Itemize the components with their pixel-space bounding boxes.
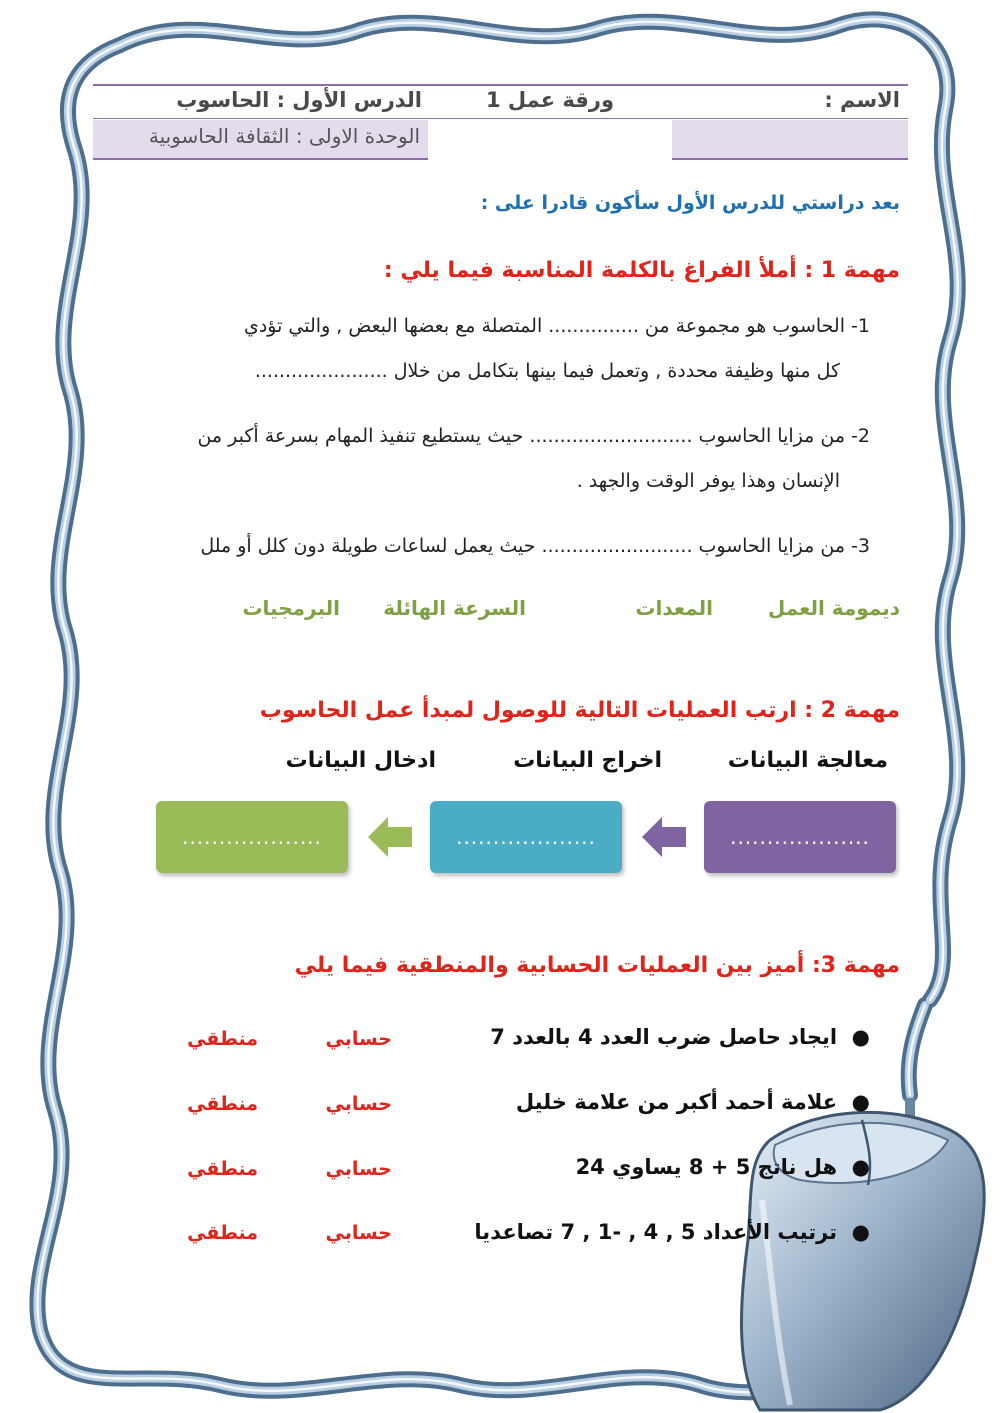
task2-title: مهمة 2 : ارتب العمليات التالية للوصول لمبدأ عمل الحاسوب [259,698,900,723]
option-logical[interactable]: منطقي [187,1093,258,1115]
task3-item-text: ترتيب الأعداد 5 , 4 , -1 , 7 تصاعديا [474,1220,838,1244]
word-bank-item[interactable]: البرمجيات [242,596,340,620]
task1-q2-line2: الإنسان وهذا يوفر الوقت والجهد . [576,470,840,492]
task1-q2-line1: 2- من مزايا الحاسوب ........................... حيث يستطيع تنفيذ المهام بسرعة أكبر من [197,425,870,447]
header-mid-rule [93,118,908,119]
task1-q3-line1: 3- من مزايا الحاسوب ......................... حيث يعمل لساعات طويلة دون كلل أو ملل [200,535,870,557]
task3-item [516,1090,870,1114]
lesson-title: الدرس الأول : الحاسوب [176,88,422,112]
step-label[interactable]: اخراج البيانات [513,748,662,773]
task3-title: مهمة 3: أميز بين العمليات الحسابية والمنطقية فيما يلي [294,953,900,978]
name-cell[interactable] [672,120,908,160]
step-box-3[interactable]: ................... [156,801,348,873]
bullet-icon: ● [837,1090,870,1114]
word-bank-item[interactable]: ديمومة العمل [767,596,900,620]
task1-q1-line2: كل منها وظيفة محددة , وتعمل فيما بينها بتكامل من خلال ...................... [254,360,840,382]
task3-item [490,1025,870,1049]
option-arithmetic[interactable]: حسابي [325,1222,392,1244]
header-top-rule [93,84,908,86]
option-logical[interactable]: منطقي [187,1028,258,1050]
option-logical[interactable]: منطقي [187,1158,258,1180]
task3-item-text: علامة أحمد أكبر من علامة خليل [515,1090,838,1114]
word-bank-item[interactable]: السرعة الهائلة [383,596,526,620]
task1-title: مهمة 1 : أملأ الفراغ بالكلمة المناسبة فيما يلي : [383,258,900,283]
name-label: الاسم : [824,88,900,112]
word-bank-item[interactable]: المعدات [635,596,713,620]
bullet-icon: ● [837,1155,870,1179]
option-logical[interactable]: منطقي [187,1222,258,1244]
step-label[interactable]: ادخال البيانات [285,748,436,773]
task3-item [474,1220,870,1244]
task3-item [576,1155,870,1179]
arrow-left-icon [640,815,688,859]
task1-q1-line1: 1- الحاسوب هو مجموعة من ............... المتصلة مع بعضها البعض , والتي تؤدي [243,315,870,337]
option-arithmetic[interactable]: حسابي [325,1028,392,1050]
step-box-1[interactable]: ................... [704,801,896,873]
step-label[interactable]: معالجة البيانات [727,748,888,773]
task3-item-text: ايجاد حاصل ضرب العدد 4 بالعدد 7 [490,1025,838,1049]
objective-text: بعد دراستي للدرس الأول سأكون قادرا على : [480,192,900,214]
arrow-left-icon [366,815,414,859]
option-arithmetic[interactable]: حسابي [325,1158,392,1180]
task3-item-text: هل ناتج 5 + 8 يساوي 24 [575,1155,838,1179]
option-arithmetic[interactable]: حسابي [325,1093,392,1115]
computer-mouse-icon [741,1098,984,1410]
bullet-icon: ● [837,1025,870,1049]
step-box-2[interactable]: ................... [430,801,622,873]
unit-title: الوحدة الاولى : الثقافة الحاسوبية [148,124,420,148]
bullet-icon: ● [837,1220,870,1244]
worksheet-title: ورقة عمل 1 [485,88,614,112]
